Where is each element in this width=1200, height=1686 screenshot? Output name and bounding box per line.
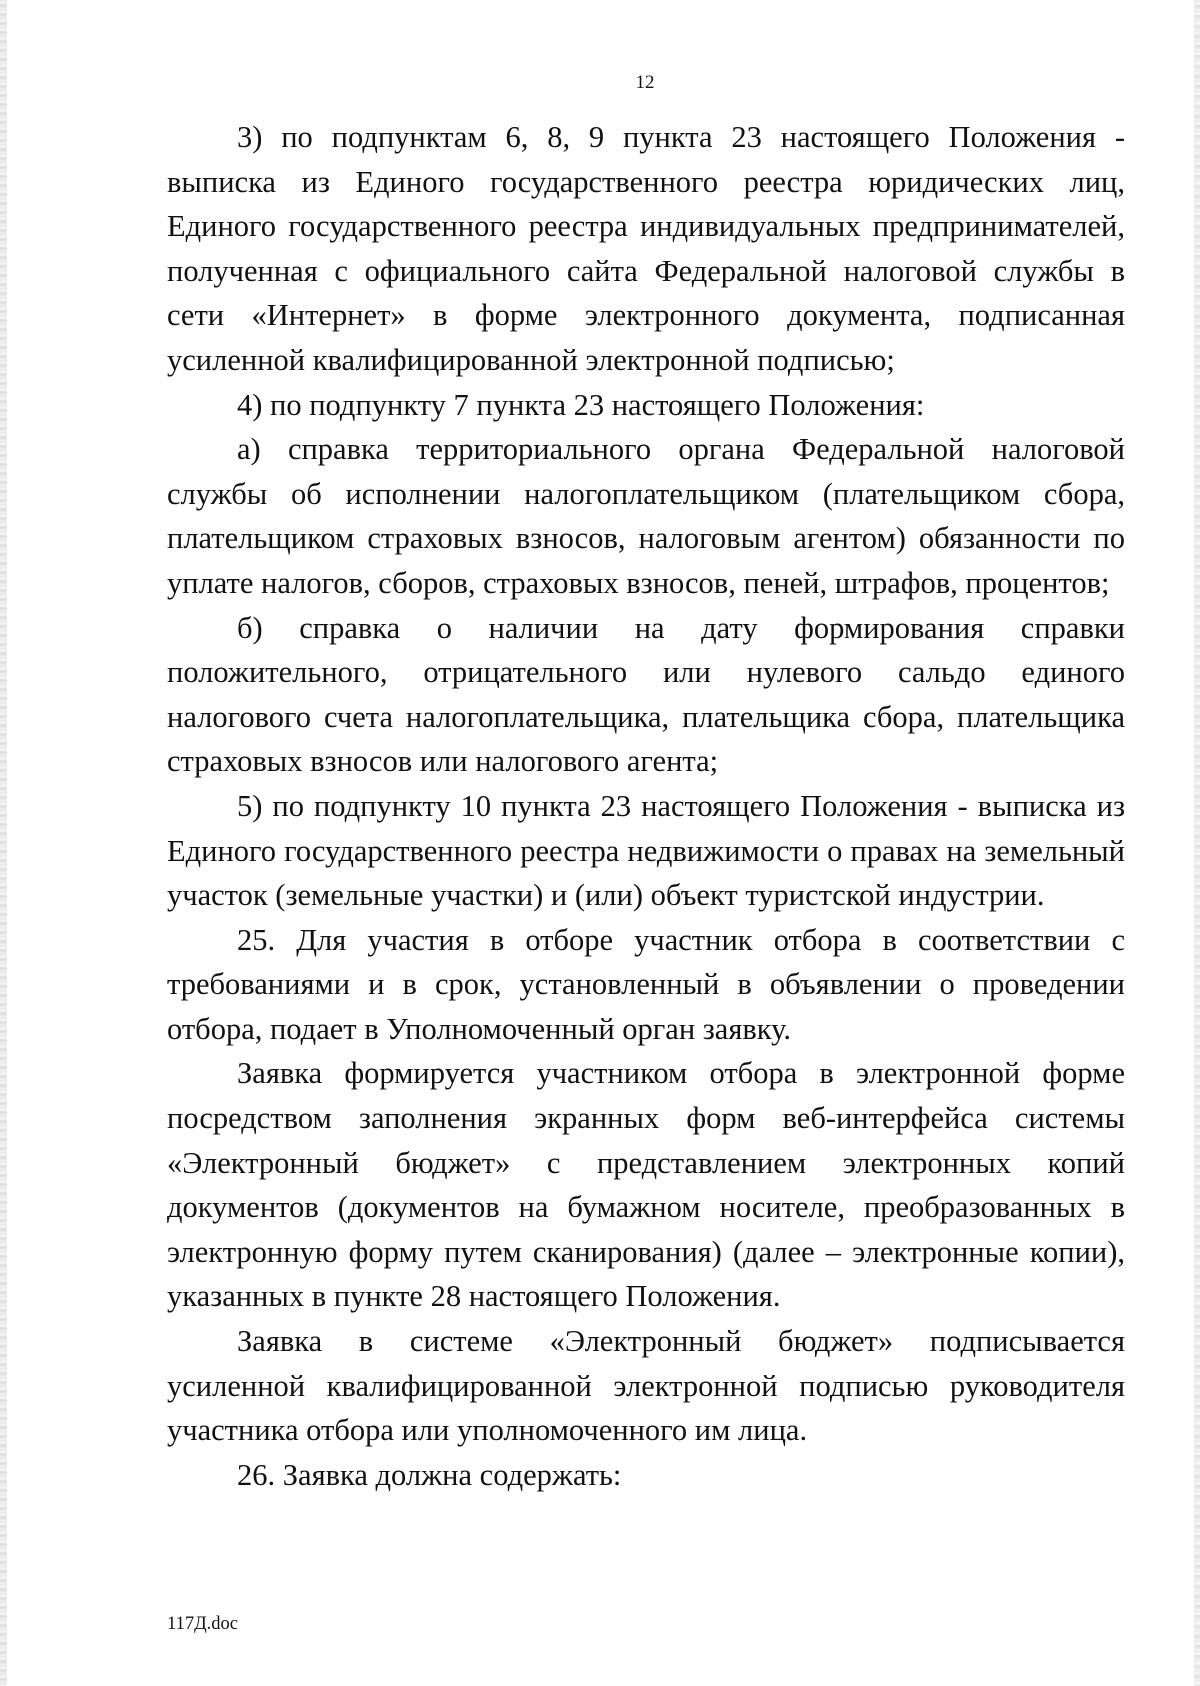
scan-edge-right (1194, 0, 1200, 1686)
paragraph-application-signed: Заявка в системе «Электронный бюджет» подписывается усиленной квалифицированной электронной подписью руководителя участника отбора или уполномоченного им лица. (167, 1324, 1125, 1448)
page-number: 12 (635, 72, 655, 93)
paragraph-4b-balance-certificate: б) справка о наличии на дату формирования справки положительного, отрицательного или нулевого сальдо единого налогового счета налогоплательщика, плательщика сбора, плательщика страховых взносов или налогового агента; (167, 610, 1125, 779)
paragraph-4a-tax-certificate: а) справка территориального органа Федеральной налоговой службы об исполнении налогоплательщиком (плательщиком сбора, плательщиком страховых взносов, налоговым агентом) обязанности по уплате налогов, сборов, страховых взносов, пеней, штрафов, процентов; (167, 432, 1125, 600)
scan-edge-left (0, 0, 7, 1686)
document-body (167, 115, 1125, 1497)
paragraph-5-egrn-extract: 5) по подпункту 10 пункта 23 настоящего Положения - выписка из Единого государственного реестра недвижимости о правах на земельный участок (земельные участки) и (или) объект туристской индустрии. (167, 788, 1125, 913)
file-name-footer: 117Д.doc (167, 1614, 239, 1634)
paragraph-26-contents: 26. Заявка должна содержать: (237, 1457, 622, 1492)
paragraph-3-extract-egrul: 3) по подпунктам 6, 8, 9 пункта 23 настоящего Положения - выписка из Единого государственного реестра юридических лиц, Единого государственного реестра индивидуальных предпринимателей, полученная с официального сайта Федеральной налоговой службы в сети «Интернет» в форме электронного документа, подписанная усиленной квалифицированной электронной подписью; (167, 120, 1125, 377)
paragraph-25-participation: 25. Для участия в отборе участник отбора в соответствии с требованиями и в срок, установленный в объявлении о проведении отбора, подает в Уполномоченный орган заявку. (167, 922, 1125, 1046)
paragraph-4-subitem-7: 4) по подпункту 7 пункта 23 настоящего Положения: (237, 387, 925, 422)
paragraph-application-formed: Заявка формируется участником отбора в электронной форме посредством заполнения экранных форм веб-интерфейса системы «Электронный бюджет» с представлением электронных копий документов (документов на бумажном носителе, преобразованных в электронную форму путем сканирования) (далее – электронные копии), указанных в пункте 28 настоящего Положения. (167, 1056, 1125, 1314)
